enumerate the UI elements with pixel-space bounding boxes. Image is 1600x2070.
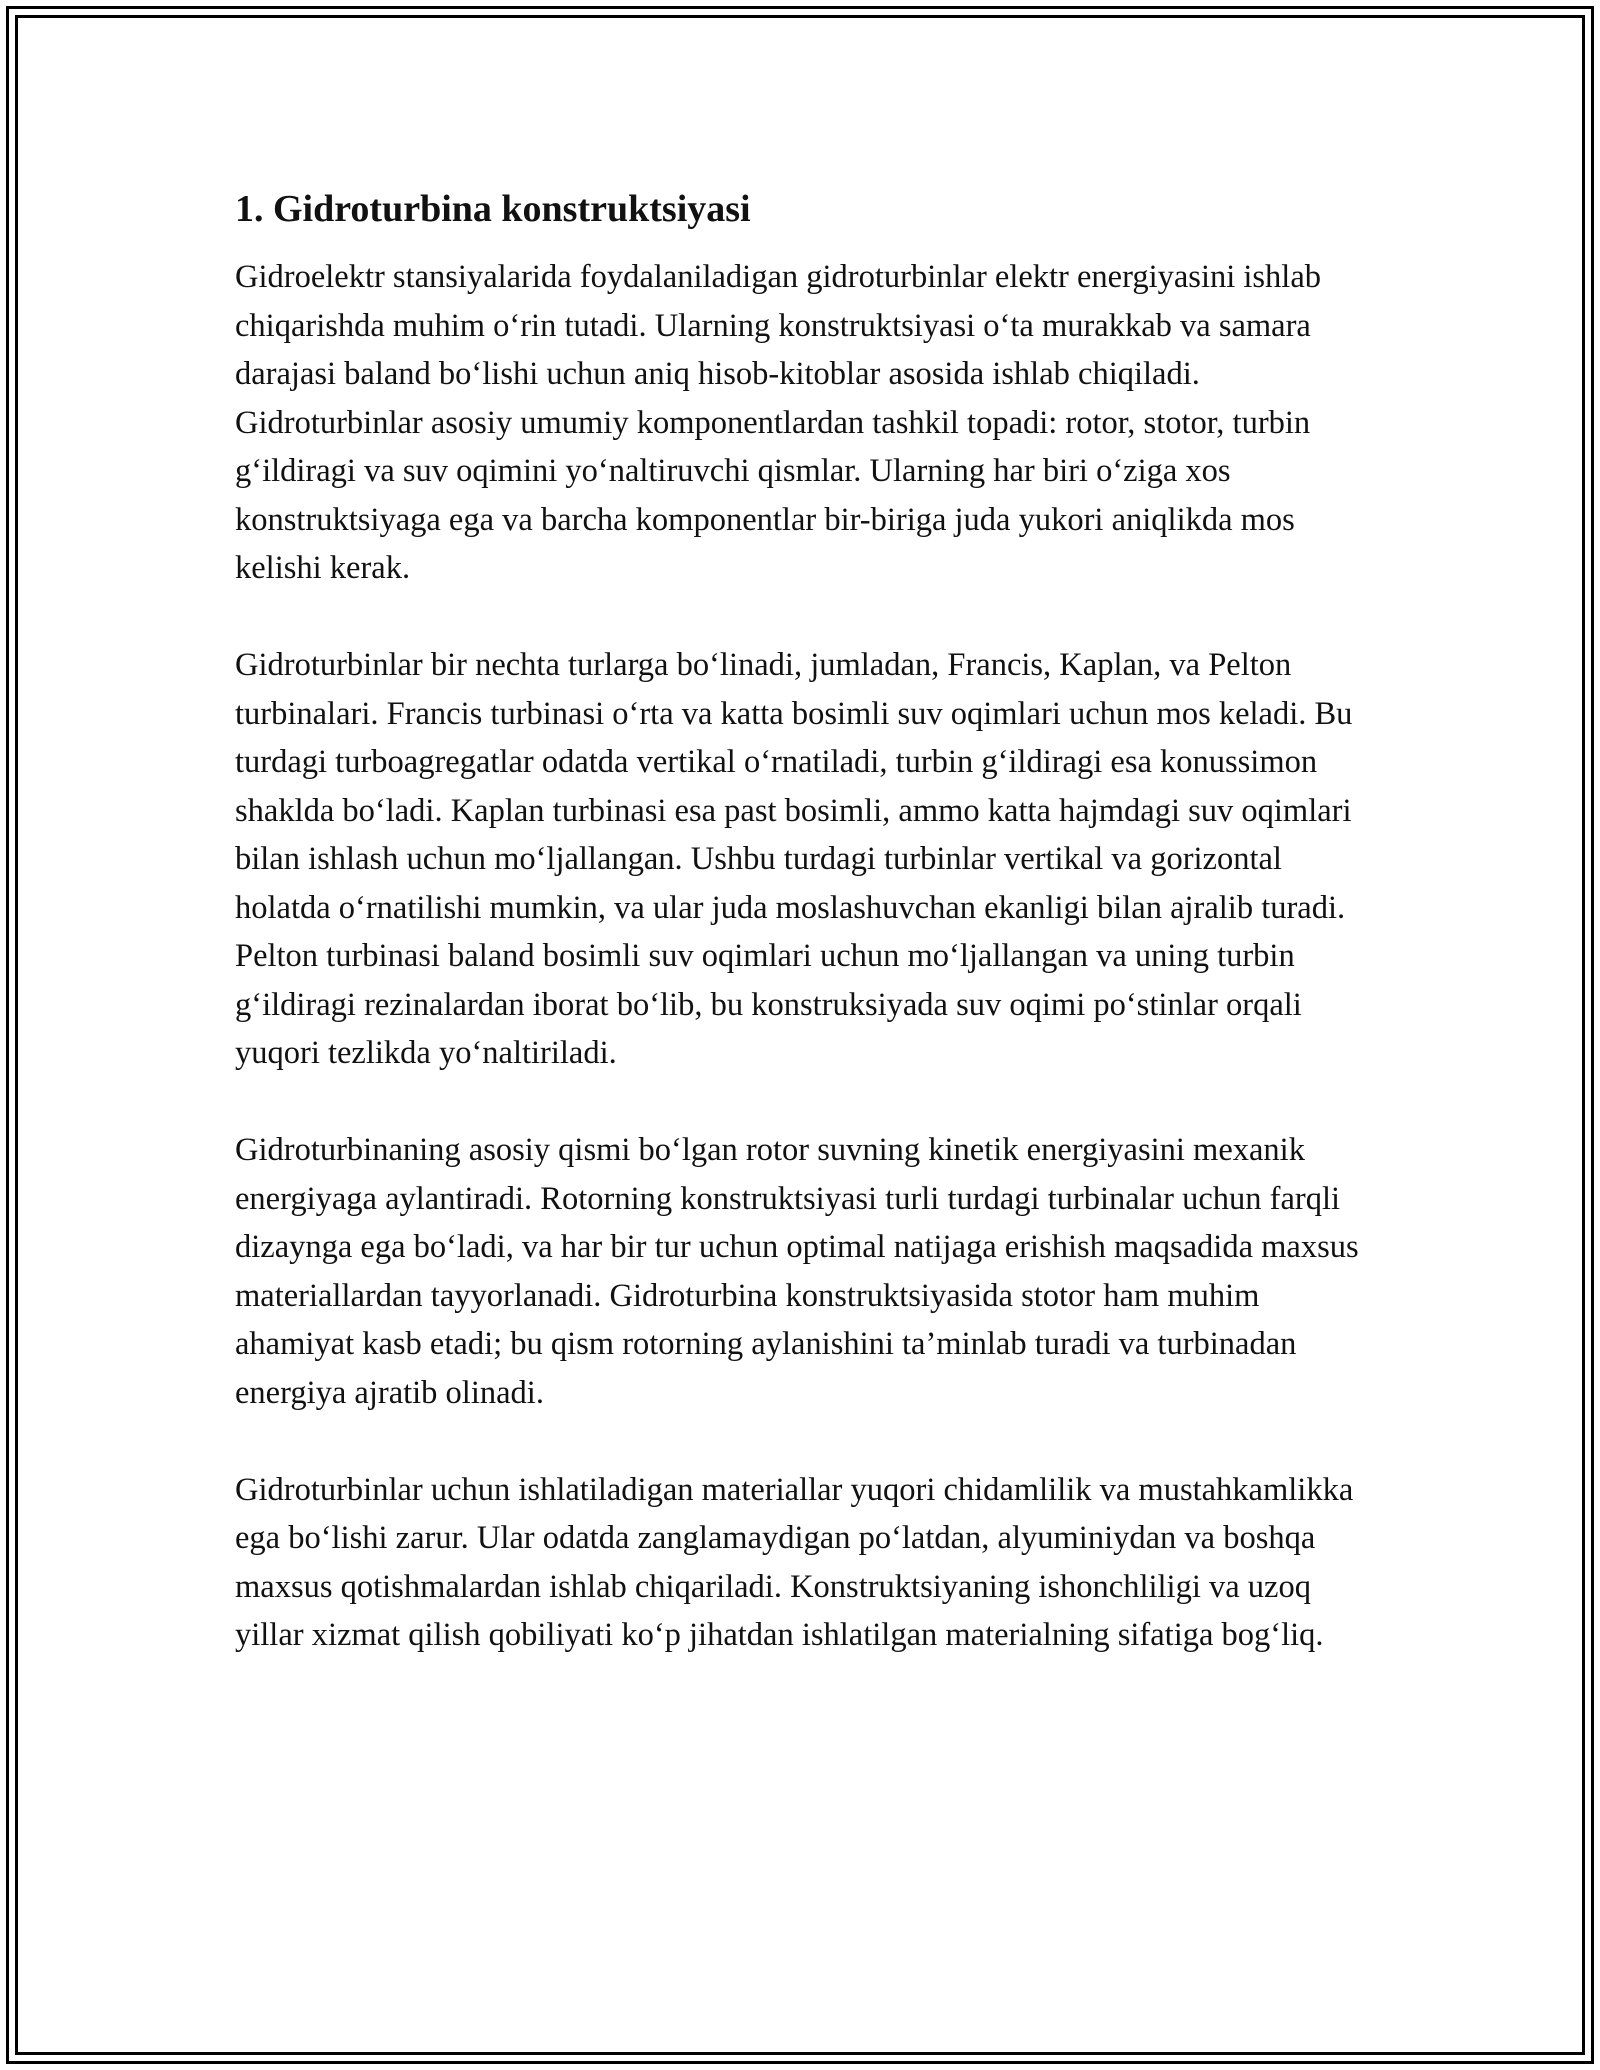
- paragraph-turbine-types: Gidroturbinlar bir nechta turlarga bo‘linadi, jumladan, Francis, Kaplan, va Pelton turbinalari. Francis turbinasi o‘rta va katta bosimli suv oqimlari uchun mos keladi. Bu turdagi turboagregatlar odatda vertikal o‘rnatiladi, turbin g‘ildiragi esa konussimon shaklda bo‘ladi. Kaplan turbinasi esa past bosimli, ammo katta hajmdagi suv oqimlari bilan ishlash uchun mo‘ljallangan. Ushbu turdagi turbinlar vertikal va gorizontal holatda o‘rnatilishi mumkin, va ular juda moslashuvchan ekanligi bilan ajralib turadi. Pelton turbinasi baland bosimli suv oqimlari uchun mo‘ljallangan va uning turbin g‘ildiragi rezinalardan iborat bo‘lib, bu konstruksiyada suv oqimi po‘stinlar orqali yuqori tezlikda yo‘naltiriladi.: [235, 647, 1353, 1071]
- paragraph-rotor: Gidroturbinaning asosiy qismi bo‘lgan rotor suvning kinetik energiyasini mexanik energiyaga aylantiradi. Rotorning konstruktsiyasi turli turdagi turbinalar uchun farqli dizaynga ega bo‘ladi, va har bir tur uchun optimal natijaga erishish maqsadida maxsus materiallardan tayyorlanadi. Gidroturbina konstruktsiyasida stotor ham muhim ahamiyat kasb etadi; bu qism rotorning aylanishini ta’minlab turadi va turbinadan energiya ajratib olinadi.: [235, 1132, 1359, 1411]
- section-heading: 1. Gidroturbina konstruktsiyasi: [235, 188, 751, 230]
- document-body: [235, 185, 1370, 1708]
- paragraph-intro: Gidroelektr stansiyalarida foydalaniladigan gidroturbinlar elektr energiyasini ishlab chiqarishda muhim o‘rin tutadi. Ularning konstruktsiyasi o‘ta murakkab va samara darajasi baland bo‘lishi uchun aniq hisob-kitoblar asosida ishlab chiqiladi. Gidroturbinlar asosiy umumiy komponentlardan tashkil topadi: rotor, stotor, turbin g‘ildiragi va suv oqimini yo‘naltiruvchi qismlar. Ularning har biri o‘ziga xos konstruktsiyaga ega va barcha komponentlar bir-biriga juda yukori aniqlikda mos kelishi kerak.: [235, 259, 1322, 586]
- paragraph-materials: Gidroturbinlar uchun ishlatiladigan materiallar yuqori chidamlilik va mustahkamlikka ega bo‘lishi zarur. Ular odatda zanglamaydigan po‘latdan, alyuminiydan va boshqa maxsus qotishmalardan ishlab chiqariladi. Konstruktsiyaning ishonchliligi va uzoq yillar xizmat qilish qobiliyati ko‘p jihatdan ishlatilgan materialning sifatiga bog‘liq.: [235, 1471, 1354, 1653]
